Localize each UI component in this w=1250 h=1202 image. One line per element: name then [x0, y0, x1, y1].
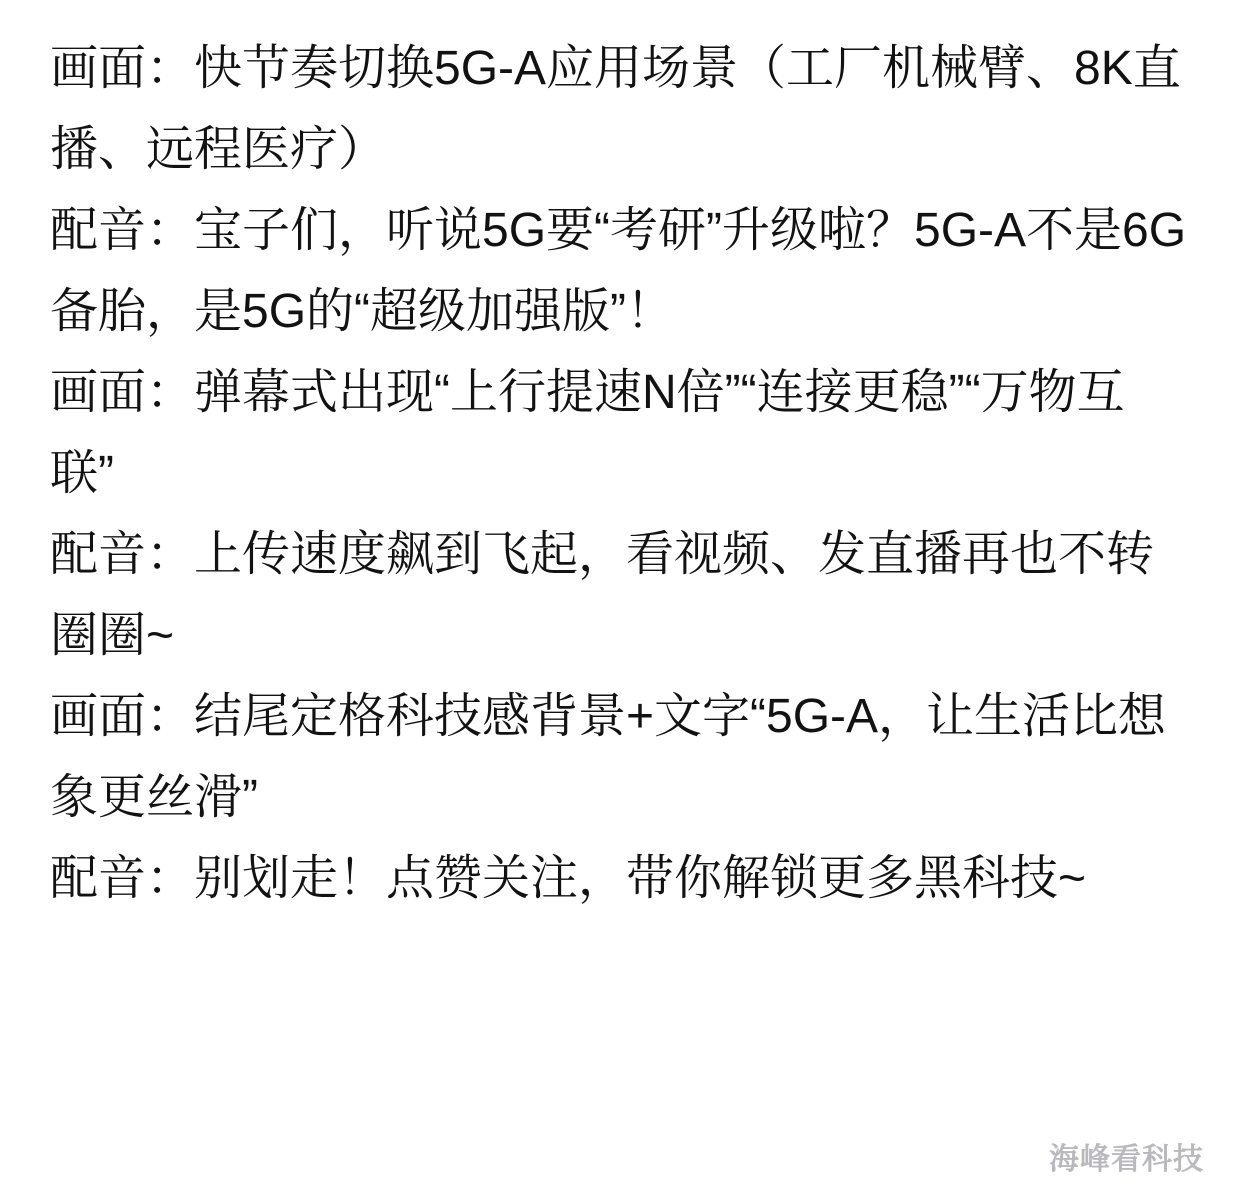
watermark-label: 海峰看科技 [1049, 1143, 1204, 1176]
script-body [50, 28, 1188, 919]
script-line-voiceover-1: 配音：宝子们，听说5G要“考研”升级啦？5G-A不是6G备胎，是5G的“超级加强版”！ [50, 204, 1187, 338]
script-line-voiceover-2: 配音：上传速度飙到飞起，看视频、发直播再也不转圈圈~ [50, 528, 1155, 662]
script-line-scene-2: 画面：弹幕式出现“上行提速N倍”“连接更稳”“万物互联” [50, 366, 1125, 500]
script-line-scene-3: 画面：结尾定格科技感背景+文字“5G-A，让生活比想象更丝滑” [50, 690, 1167, 824]
script-line-scene-1: 画面：快节奏切换5G-A应用场景（工厂机械臂、8K直播、远程医疗） [50, 42, 1181, 176]
script-line-voiceover-3: 配音：别划走！点赞关注，带你解锁更多黑科技~ [50, 852, 1087, 905]
